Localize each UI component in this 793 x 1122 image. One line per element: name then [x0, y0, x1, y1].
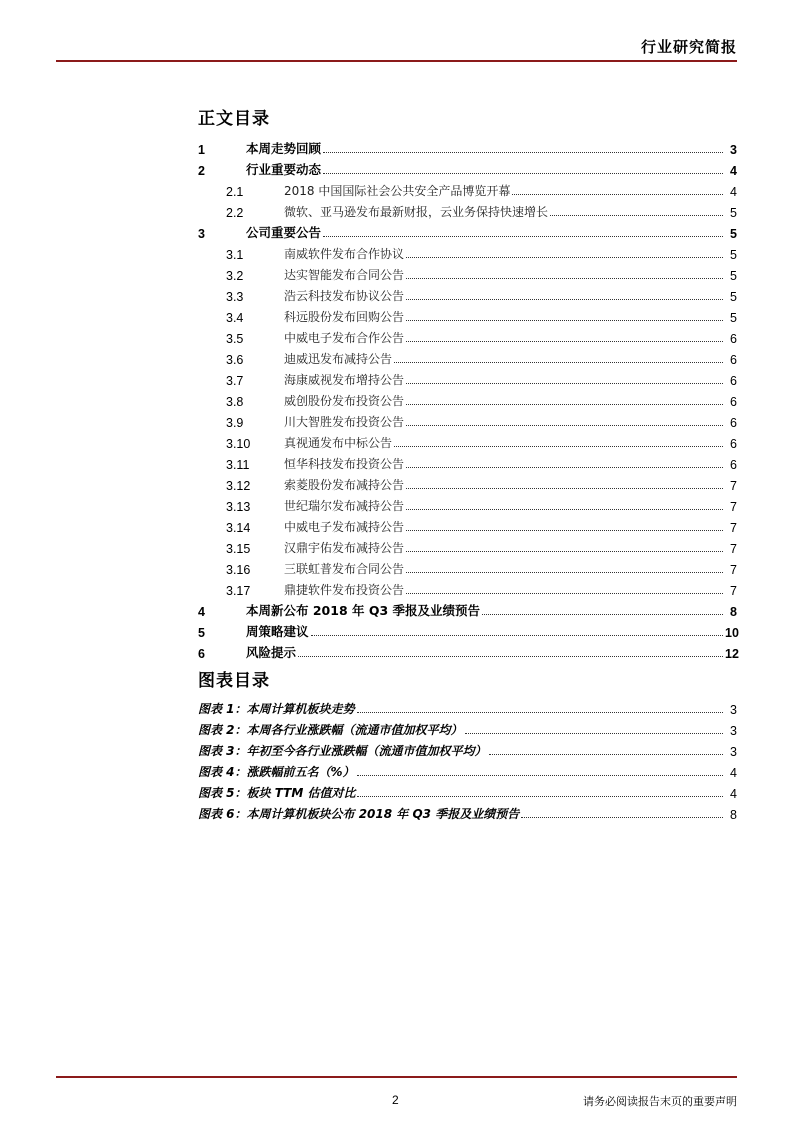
toc-entry-title: 本周走势回顾	[246, 141, 322, 156]
toc-entry-title: 微软、亚马逊发布最新财报，云业务保持快速增长	[284, 205, 549, 219]
dot-leader	[406, 256, 723, 258]
figure-entry-page: 3	[730, 745, 737, 759]
toc-entry-number: 3.14	[226, 521, 251, 535]
toc-entry-number: 6	[198, 647, 205, 661]
toc-entry-number: 2.1	[226, 185, 244, 199]
dot-leader	[406, 592, 723, 594]
toc-entry-page: 8	[730, 605, 737, 619]
toc-entry[interactable]	[198, 535, 737, 556]
toc-entry[interactable]	[198, 283, 737, 304]
toc-entry-page: 6	[730, 458, 737, 472]
dot-leader	[406, 571, 723, 573]
toc-entry-number: 3.17	[226, 584, 251, 598]
toc-entry[interactable]	[198, 136, 737, 157]
dot-leader	[323, 151, 723, 153]
toc-entry-number: 3.11	[226, 458, 250, 472]
toc-entry-page: 4	[730, 185, 737, 199]
dot-leader	[406, 277, 723, 279]
figure-list-title: 图表目录	[198, 671, 270, 691]
toc-entry-number: 3.13	[226, 500, 251, 514]
figure-entry-title: 图表 6：本周计算机板块公布 2018 年 Q3 季报及业绩预告	[198, 807, 520, 821]
toc-entry-number: 3.1	[226, 248, 244, 262]
dot-leader	[298, 655, 723, 657]
toc-entry-page: 4	[730, 164, 737, 178]
figure-entry[interactable]	[198, 780, 737, 801]
footer-divider	[56, 1076, 737, 1078]
dot-leader	[323, 235, 723, 237]
toc-entry[interactable]	[198, 472, 737, 493]
page-number: 2	[392, 1093, 399, 1107]
toc-entry[interactable]	[198, 514, 737, 535]
toc-entry[interactable]	[198, 304, 737, 325]
dot-leader	[489, 753, 723, 755]
figure-entry-page: 3	[730, 724, 737, 738]
toc-entry-page: 5	[730, 290, 737, 304]
toc-entry[interactable]	[198, 325, 737, 346]
toc-entry-title: 中威电子发布合作公告	[284, 331, 405, 345]
dot-leader	[394, 361, 723, 363]
figure-entry-title: 图表 4：涨跌幅前五名（%）	[198, 765, 355, 779]
toc-entry[interactable]	[198, 220, 737, 241]
toc-entry-page: 6	[730, 395, 737, 409]
toc-entry-page: 6	[730, 374, 737, 388]
figure-entry-page: 4	[730, 787, 737, 801]
toc-entry-page: 7	[730, 584, 737, 598]
toc-entry-page: 6	[730, 437, 737, 451]
figure-entry[interactable]	[198, 696, 737, 717]
toc-entry-title: 索菱股份发布减持公告	[284, 478, 405, 492]
toc-entry[interactable]	[198, 493, 737, 514]
toc-entry-page: 12	[725, 647, 739, 661]
figure-entry[interactable]	[198, 801, 737, 822]
toc-entry-title: 南威软件发布合作协议	[284, 247, 405, 261]
toc-entry[interactable]	[198, 409, 737, 430]
figure-entry[interactable]	[198, 759, 737, 780]
toc-entry-page: 7	[730, 479, 737, 493]
toc-entry[interactable]	[198, 430, 737, 451]
toc-entry[interactable]	[198, 451, 737, 472]
toc-entry-page: 7	[730, 500, 737, 514]
toc-entry-number: 2.2	[226, 206, 244, 220]
toc-entry-number: 5	[198, 626, 205, 640]
toc-entry-page: 5	[730, 248, 737, 262]
dot-leader	[357, 795, 723, 797]
dot-leader	[323, 172, 723, 174]
dot-leader	[357, 711, 723, 713]
toc-entry-page: 7	[730, 563, 737, 577]
toc-entry-title: 本周新公布 2018 年 Q3 季报及业绩预告	[246, 603, 481, 618]
dot-leader	[406, 319, 723, 321]
dot-leader	[465, 732, 723, 734]
header-divider	[56, 60, 737, 62]
toc-entry-page: 6	[730, 416, 737, 430]
toc-entry-title: 川大智胜发布投资公告	[284, 415, 405, 429]
toc-entry-title: 真视通发布中标公告	[284, 436, 393, 450]
toc-entry-number: 3.5	[226, 332, 244, 346]
toc-entry[interactable]	[198, 262, 737, 283]
toc-entry-title: 2018 中国国际社会公共安全产品博览开幕	[284, 184, 511, 198]
dot-leader	[406, 508, 723, 510]
dot-leader	[406, 298, 723, 300]
toc-entry-title: 达实智能发布合同公告	[284, 268, 405, 282]
toc-entry-number: 3.12	[226, 479, 251, 493]
toc-entry[interactable]	[198, 598, 737, 619]
dot-leader	[550, 214, 723, 216]
toc-entry-title: 迪威迅发布减持公告	[284, 352, 393, 366]
figure-entry-page: 8	[730, 808, 737, 822]
toc-entry[interactable]	[198, 199, 737, 220]
toc-entry[interactable]	[198, 577, 737, 598]
toc-entry-title: 周策略建议	[246, 624, 309, 639]
toc-entry-title: 浩云科技发布协议公告	[284, 289, 405, 303]
dot-leader	[406, 466, 723, 468]
toc-entry-number: 3.2	[226, 269, 244, 283]
dot-leader	[406, 403, 723, 405]
figure-entry-title: 图表 5：板块 TTM 估值对比	[198, 786, 356, 800]
toc-entry-title: 汉鼎宇佑发布减持公告	[284, 541, 405, 555]
figure-entry[interactable]	[198, 738, 737, 759]
toc-entry-number: 3.3	[226, 290, 244, 304]
disclaimer-note: 请务必阅读报告末页的重要声明	[583, 1095, 737, 1108]
toc-entry-page: 7	[730, 521, 737, 535]
figure-entry-title: 图表 1：本周计算机板块走势	[198, 702, 355, 716]
toc-entry-number: 2	[198, 164, 205, 178]
figure-entry-title: 图表 2：本周各行业涨跌幅（流通市值加权平均）	[198, 723, 463, 737]
toc-entry-title: 世纪瑞尔发布减持公告	[284, 499, 405, 513]
figure-entry-title: 图表 3：年初至今各行业涨跌幅（流通市值加权平均）	[198, 744, 487, 758]
toc-entry-number: 4	[198, 605, 205, 619]
toc-entry-number: 3.15	[226, 542, 251, 556]
toc-entry-page: 5	[730, 311, 737, 325]
dot-leader	[311, 634, 723, 636]
dot-leader	[406, 487, 723, 489]
toc-entry[interactable]	[198, 367, 737, 388]
toc-entry-number: 3.16	[226, 563, 251, 577]
toc-entry-number: 3.6	[226, 353, 244, 367]
toc-entry[interactable]	[198, 640, 737, 661]
toc-entry-number: 3.7	[226, 374, 244, 388]
toc-entry[interactable]	[198, 388, 737, 409]
toc-entry-title: 公司重要公告	[246, 225, 322, 240]
toc-entry-page: 10	[725, 626, 739, 640]
toc-entry-page: 5	[730, 269, 737, 283]
dot-leader	[406, 529, 723, 531]
toc-entry-title: 恒华科技发布投资公告	[284, 457, 405, 471]
toc-entry-page: 5	[730, 227, 737, 241]
toc-entry-title: 鼎捷软件发布投资公告	[284, 583, 405, 597]
toc-entry-title: 海康威视发布增持公告	[284, 373, 405, 387]
toc-entry-number: 1	[198, 143, 205, 157]
figure-list	[198, 696, 737, 822]
dot-leader	[406, 550, 723, 552]
toc-entry-title: 三联虹普发布合同公告	[284, 562, 405, 576]
toc-entry-title: 中威电子发布减持公告	[284, 520, 405, 534]
toc-entry-number: 3.10	[226, 437, 251, 451]
dot-leader	[406, 424, 723, 426]
report-type-title: 行业研究简报	[640, 38, 737, 56]
toc-entry-number: 3.4	[226, 311, 244, 325]
toc-entry[interactable]	[198, 241, 737, 262]
toc-title: 正文目录	[198, 109, 270, 129]
dot-leader	[482, 613, 723, 615]
toc-entry[interactable]	[198, 346, 737, 367]
toc-entry[interactable]	[198, 556, 737, 577]
dot-leader	[357, 774, 723, 776]
toc-entry-title: 科远股份发布回购公告	[284, 310, 405, 324]
dot-leader	[521, 816, 723, 818]
dot-leader	[406, 340, 723, 342]
figure-entry-page: 3	[730, 703, 737, 717]
toc-entry-page: 6	[730, 353, 737, 367]
dot-leader	[406, 382, 723, 384]
toc-entry-title: 行业重要动态	[246, 162, 322, 177]
toc-entry-page: 7	[730, 542, 737, 556]
toc-entry-title: 威创股份发布投资公告	[284, 394, 405, 408]
toc-list	[198, 136, 737, 661]
toc-entry-page: 6	[730, 332, 737, 346]
dot-leader	[394, 445, 723, 447]
toc-entry[interactable]	[198, 619, 737, 640]
figure-entry[interactable]	[198, 717, 737, 738]
dot-leader	[512, 193, 723, 195]
toc-entry-number: 3	[198, 227, 205, 241]
toc-entry-title: 风险提示	[246, 645, 297, 660]
toc-entry-page: 5	[730, 206, 737, 220]
toc-entry-page: 3	[730, 143, 737, 157]
toc-entry-number: 3.9	[226, 416, 244, 430]
toc-entry[interactable]	[198, 178, 737, 199]
toc-entry[interactable]	[198, 157, 737, 178]
figure-entry-page: 4	[730, 766, 737, 780]
toc-entry-number: 3.8	[226, 395, 244, 409]
